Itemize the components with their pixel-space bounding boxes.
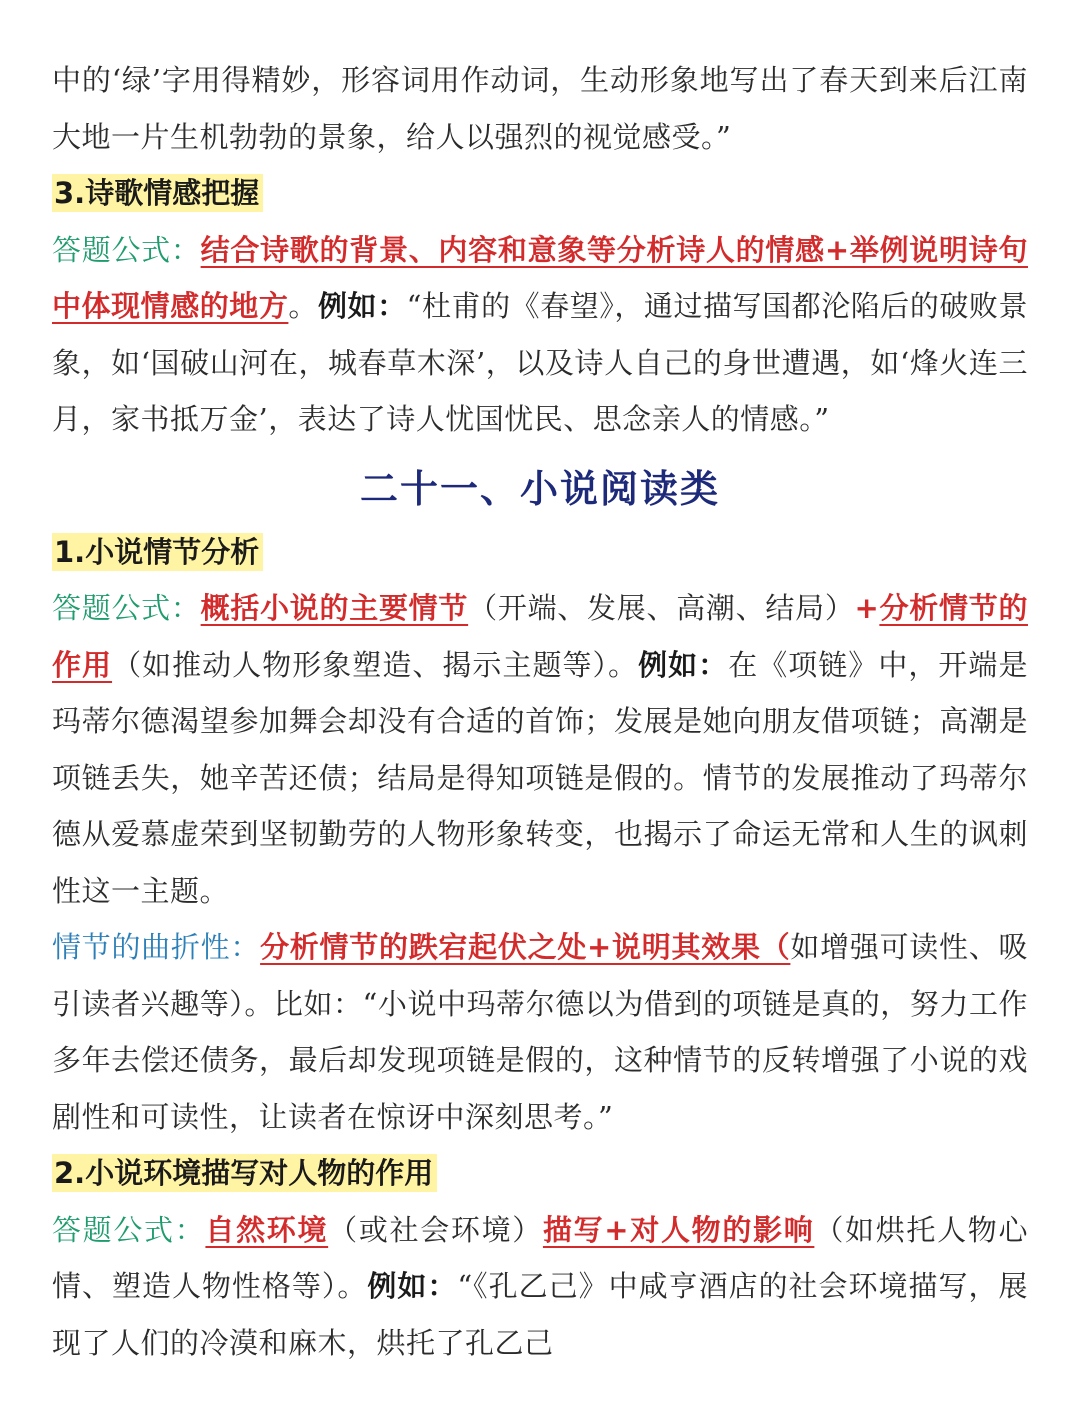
paragraph-environment-formula	[52, 1202, 1028, 1372]
heading-number: 2.	[54, 1156, 86, 1190]
formula-label: 答题公式：	[52, 1212, 206, 1247]
heading-plot-analysis	[52, 524, 1028, 581]
example-text: “《孔乙己》中咸亨酒店的社会环境描写，展现了人们的冷漠和麻木，烘托了孔乙己	[52, 1269, 1028, 1360]
heading-text: 小说环境描写对人物的作用	[85, 1156, 434, 1190]
formula-paren-b: （如推动人物形象塑造、揭示主题等）。	[112, 647, 639, 682]
heading-highlight	[52, 1154, 437, 1192]
section-title: 二十一、小说阅读类	[359, 466, 720, 511]
formula-label: 答题公式：	[52, 591, 201, 625]
heading-number: 1.	[54, 534, 86, 569]
formula-label: 答题公式：	[52, 232, 201, 267]
formula-paren-b: （如烘托人物心情、塑造人物性格等）。	[52, 1212, 1028, 1303]
heading-highlight	[52, 174, 263, 212]
formula-text-a: 自然环境	[205, 1212, 329, 1247]
heading-highlight	[52, 533, 263, 571]
twist-text: 如增强可读性、吸引读者兴趣等）。比如：“小说中玛蒂尔德以为借到的项链是真的，努力工作多年去偿还债务，最后却发现项链是假的，这种情节的反转增强了小说的戏剧性和可读性，让读者在惊讶中深刻思考。”	[52, 930, 1028, 1134]
formula-text-b: 分析情节的作用	[52, 591, 1028, 682]
formula-text-a: 概括小说的主要情节	[200, 591, 469, 625]
paragraph-poetry-formula	[52, 222, 1028, 448]
plus-sign: +	[854, 591, 880, 625]
paragraph-plot-formula	[52, 580, 1028, 919]
twist-label: 情节的曲折性：	[52, 930, 261, 964]
heading-environment-description	[52, 1145, 1028, 1202]
example-label: 例如：	[638, 647, 729, 682]
example-text: 在《项链》中，开端是玛蒂尔德渴望参加舞会却没有合适的首饰；发展是她向朋友借项链；高潮是项链丢失，她辛苦还债；结局是得知项链是假的。情节的发展推动了玛蒂尔德从爱慕虚荣到坚韧勤劳的人物形象转变，也揭示了命运无常和人生的讽刺性这一主题。	[52, 647, 1028, 908]
punctuation: 。	[288, 289, 318, 323]
twist-formula: 分析情节的跌宕起伏之处+说明其效果（	[260, 930, 791, 964]
example-label: 例如：	[317, 289, 407, 323]
heading-text: 小说情节分析	[85, 534, 260, 569]
formula-text-b: 描写+对人物的影响	[542, 1212, 815, 1247]
formula-paren-a: （或社会环境）	[328, 1212, 543, 1247]
paragraph-plot-twist	[52, 919, 1028, 1145]
formula-paren-a: （开端、发展、高潮、结局）	[468, 591, 855, 625]
paragraph-intro-continuation: 中的‘绿’字用得精妙，形容词用作动词，生动形象地写出了春天到来后江南大地一片生机勃勃的景象，给人以强烈的视觉感受。”	[52, 63, 1028, 154]
page-bottom-edge	[0, 1411, 1080, 1417]
heading-text: 诗歌情感把握	[85, 176, 260, 210]
example-label: 例如：	[367, 1269, 458, 1303]
example-text: “杜甫的《春望》，通过描写国都沦陷后的破败景象，如‘国破山河在，城春草木深’，以及诗人自己的身世遭遇，如‘烽火连三月，家书抵万金’，表达了诗人忧国忧民、思念亲人的情感。”	[52, 289, 1028, 436]
formula-text: 结合诗歌的背景、内容和意象等分析诗人的情感+举例说明诗句中体现情感的地方	[52, 232, 1028, 323]
heading-number: 3.	[54, 176, 86, 210]
heading-poetry-emotion	[52, 165, 1028, 222]
